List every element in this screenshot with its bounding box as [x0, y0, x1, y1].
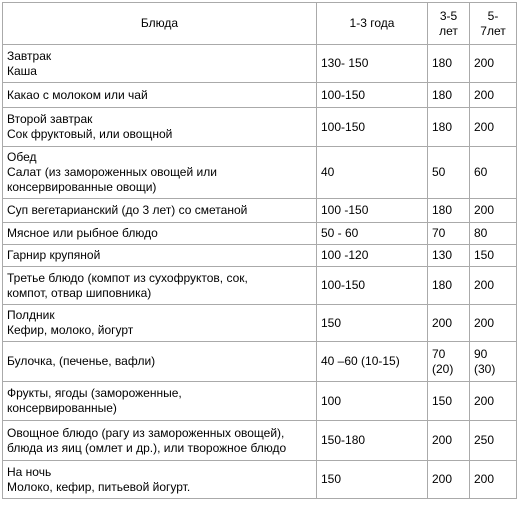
table-row [3, 342, 517, 382]
dish-cell: Второй завтрак Сок фруктовый, или овощной [3, 108, 317, 147]
portion-1-3: 100 -120 [317, 245, 428, 267]
portion-5-7: 200 [470, 108, 517, 147]
portions-table [2, 2, 517, 499]
table-row [3, 108, 517, 147]
portion-3-5: 70 (20) [428, 342, 470, 382]
table-row [3, 45, 517, 83]
portion-5-7: 200 [470, 199, 517, 223]
portion-1-3: 100-150 [317, 108, 428, 147]
portion-1-3: 100 [317, 382, 428, 421]
table-header-row [3, 3, 517, 45]
table-row [3, 199, 517, 223]
portion-5-7: 200 [470, 382, 517, 421]
portion-1-3: 130- 150 [317, 45, 428, 83]
portion-3-5: 150 [428, 382, 470, 421]
dish-cell: Гарнир крупяной [3, 245, 317, 267]
portion-3-5: 180 [428, 267, 470, 305]
dish-cell: Булочка, (печенье, вафли) [3, 342, 317, 382]
portion-3-5: 200 [428, 421, 470, 461]
portion-5-7: 200 [470, 83, 517, 108]
portion-1-3: 150 [317, 461, 428, 499]
portion-3-5: 180 [428, 108, 470, 147]
dish-cell: Завтрак Каша [3, 45, 317, 83]
table-row [3, 421, 517, 461]
portion-1-3: 40 [317, 147, 428, 199]
portion-5-7: 200 [470, 305, 517, 342]
portion-1-3: 150 [317, 305, 428, 342]
dish-cell: Полдник Кефир, молоко, йогурт [3, 305, 317, 342]
portion-1-3: 100-150 [317, 267, 428, 305]
portion-3-5: 70 [428, 223, 470, 245]
portion-1-3: 100 -150 [317, 199, 428, 223]
dish-cell: Суп вегетарианский (до 3 лет) со сметаной [3, 199, 317, 223]
dish-cell: Мясное или рыбное блюдо [3, 223, 317, 245]
dish-cell: Третье блюдо (компот из сухофруктов, сок, компот, отвар шиповника) [3, 267, 317, 305]
portion-5-7: 200 [470, 461, 517, 499]
portion-3-5: 180 [428, 83, 470, 108]
portion-5-7: 200 [470, 45, 517, 83]
portion-5-7: 90 (30) [470, 342, 517, 382]
header-age-1-3: 1-3 года [317, 3, 428, 45]
portion-1-3: 100-150 [317, 83, 428, 108]
header-dishes: Блюда [3, 3, 317, 45]
table-row [3, 461, 517, 499]
dish-cell: Обед Салат (из замороженных овощей или консервированные овощи) [3, 147, 317, 199]
portion-5-7: 80 [470, 223, 517, 245]
table-row [3, 267, 517, 305]
table-row [3, 245, 517, 267]
dish-cell: Какао с молоком или чай [3, 83, 317, 108]
dish-cell: Овощное блюдо (рагу из замороженных овощей), блюда из яиц (омлет и др.), или творожное блюдо [3, 421, 317, 461]
table-row [3, 382, 517, 421]
portion-3-5: 180 [428, 45, 470, 83]
portion-3-5: 200 [428, 461, 470, 499]
portion-5-7: 150 [470, 245, 517, 267]
dish-cell: Фрукты, ягоды (замороженные, консервированные) [3, 382, 317, 421]
portion-5-7: 250 [470, 421, 517, 461]
dish-cell: На ночь Молоко, кефир, питьевой йогурт. [3, 461, 317, 499]
table-row [3, 83, 517, 108]
portion-3-5: 200 [428, 305, 470, 342]
portion-1-3: 150-180 [317, 421, 428, 461]
portion-3-5: 180 [428, 199, 470, 223]
portion-5-7: 60 [470, 147, 517, 199]
header-age-5-7: 5- 7лет [470, 3, 517, 45]
portion-3-5: 130 [428, 245, 470, 267]
table-row [3, 223, 517, 245]
portion-5-7: 200 [470, 267, 517, 305]
header-age-3-5: 3-5 лет [428, 3, 470, 45]
portion-1-3: 40 –60 (10-15) [317, 342, 428, 382]
portion-3-5: 50 [428, 147, 470, 199]
table-row [3, 147, 517, 199]
table-row [3, 305, 517, 342]
portion-1-3: 50 - 60 [317, 223, 428, 245]
